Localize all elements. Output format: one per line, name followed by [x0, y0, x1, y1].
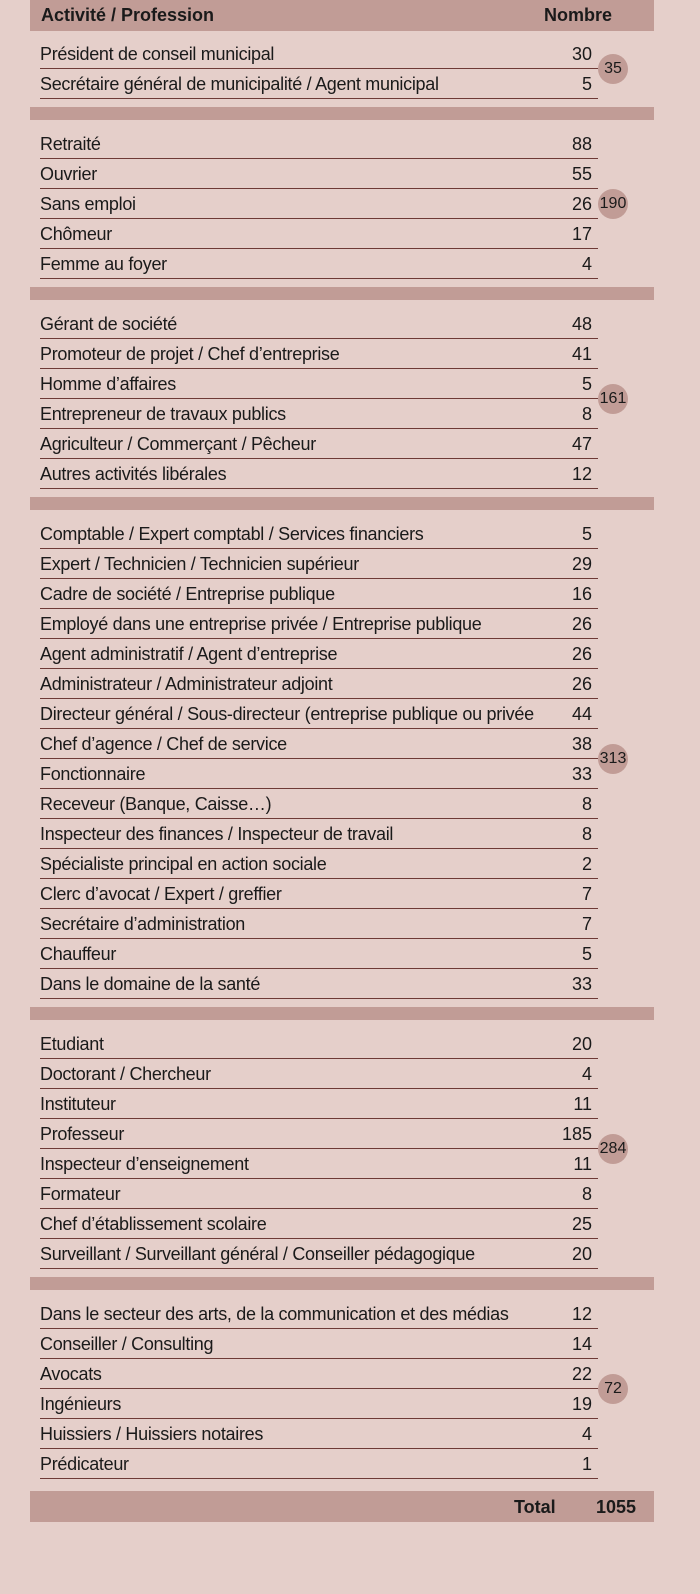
row-value: 20 — [571, 1034, 592, 1054]
row-group — [30, 31, 654, 107]
table-row — [40, 1029, 598, 1059]
row-label: Promoteur de projet / Chef d’entreprise — [40, 344, 340, 364]
row-value: 7 — [581, 914, 592, 934]
row-group — [30, 300, 654, 497]
row-label: Femme au foyer — [40, 254, 167, 274]
row-value: 16 — [571, 584, 592, 604]
row-value: 5 — [581, 74, 592, 94]
table-row — [40, 819, 598, 849]
table-row — [40, 1359, 598, 1389]
row-label: Ingénieurs — [40, 1394, 122, 1414]
group-separator — [30, 107, 654, 120]
row-value: 4 — [581, 254, 592, 274]
group-total-badge: 284 — [598, 1134, 628, 1164]
row-value: 26 — [571, 194, 592, 214]
table-row — [40, 699, 598, 729]
group-separator — [30, 1277, 654, 1290]
total-value: 1055 — [596, 1497, 637, 1517]
table-row — [40, 879, 598, 909]
table-row — [40, 1389, 598, 1419]
row-value: 30 — [571, 44, 592, 64]
table-row — [40, 1059, 598, 1089]
row-label: Expert / Technicien / Technicien supérieur — [40, 554, 359, 574]
table-row — [40, 1239, 598, 1269]
row-label: Chauffeur — [40, 944, 117, 964]
row-value: 26 — [571, 614, 592, 634]
row-value: 19 — [571, 1394, 592, 1414]
row-value: 25 — [571, 1214, 592, 1234]
row-label: Ouvrier — [40, 164, 97, 184]
row-label: Spécialiste principal en action sociale — [40, 854, 327, 874]
table-row — [40, 459, 598, 489]
row-value: 5 — [581, 374, 592, 394]
row-label: Inspecteur d’enseignement — [40, 1154, 249, 1174]
table-row — [40, 849, 598, 879]
row-value: 8 — [581, 824, 592, 844]
row-group — [30, 1290, 654, 1487]
table-row — [40, 39, 598, 69]
table-row — [40, 789, 598, 819]
row-value: 11 — [573, 1154, 592, 1174]
row-label: Instituteur — [40, 1094, 116, 1114]
table-row — [40, 189, 598, 219]
row-value: 47 — [571, 434, 592, 454]
row-label: Fonctionnaire — [40, 764, 146, 784]
group-total-badge: 161 — [598, 384, 628, 414]
group-separator — [30, 1007, 654, 1020]
row-value: 48 — [571, 314, 592, 334]
row-label: Clerc d’avocat / Expert / greffier — [40, 884, 282, 904]
row-group — [30, 120, 654, 287]
table-body — [30, 31, 654, 1487]
row-label: Chômeur — [40, 224, 112, 244]
row-label: Professeur — [40, 1124, 125, 1144]
row-label: Agriculteur / Commerçant / Pêcheur — [40, 434, 316, 454]
group-total-badge: 72 — [598, 1374, 628, 1404]
table-row — [40, 759, 598, 789]
row-label: Secrétaire d’administration — [40, 914, 245, 934]
row-label: Chef d’établissement scolaire — [40, 1214, 267, 1234]
row-value: 1 — [581, 1454, 592, 1474]
row-label: Gérant de société — [40, 314, 177, 334]
row-value: 17 — [571, 224, 592, 244]
row-value: 22 — [571, 1364, 592, 1384]
row-value: 11 — [573, 1094, 592, 1114]
table-row — [40, 729, 598, 759]
row-value: 33 — [571, 974, 592, 994]
row-value: 44 — [571, 704, 592, 724]
table-row — [40, 1209, 598, 1239]
row-value: 8 — [581, 404, 592, 424]
table-row — [40, 1299, 598, 1329]
row-value: 5 — [581, 524, 592, 544]
row-label: Homme d’affaires — [40, 374, 176, 394]
row-value: 12 — [571, 464, 592, 484]
row-label: Dans le domaine de la santé — [40, 974, 261, 994]
row-label: Chef d’agence / Chef de service — [40, 734, 287, 754]
row-label: Conseiller / Consulting — [40, 1334, 214, 1354]
row-label: Secrétaire général de municipalité / Agent municipal — [40, 74, 439, 94]
row-label: Prédicateur — [40, 1454, 129, 1474]
table-row — [40, 69, 598, 99]
row-label: Agent administratif / Agent d’entreprise — [40, 644, 338, 664]
row-value: 29 — [571, 554, 592, 574]
group-total-badge: 35 — [598, 54, 628, 84]
table-row — [40, 579, 598, 609]
row-value: 8 — [581, 794, 592, 814]
row-value: 41 — [571, 344, 592, 364]
table-row — [40, 519, 598, 549]
table-header — [30, 0, 654, 31]
header-activity: Activité / Profession — [41, 5, 215, 25]
row-value: 4 — [581, 1424, 592, 1444]
group-total-badge: 190 — [598, 189, 628, 219]
row-label: Dans le secteur des arts, de la communication et des médias — [40, 1304, 509, 1324]
table-row — [40, 339, 598, 369]
row-label: Etudiant — [40, 1034, 104, 1054]
table-row — [40, 399, 598, 429]
row-value: 2 — [581, 854, 592, 874]
table-row — [40, 549, 598, 579]
row-value: 12 — [571, 1304, 592, 1324]
row-label: Entrepreneur de travaux publics — [40, 404, 286, 424]
row-label: Directeur général / Sous-directeur (entreprise publique ou privée — [40, 704, 534, 724]
row-label: Sans emploi — [40, 194, 136, 214]
table-row — [40, 1119, 598, 1149]
row-value: 8 — [581, 1184, 592, 1204]
row-label: Surveillant / Surveillant général / Conseiller pédagogique — [40, 1244, 475, 1264]
row-group — [30, 1020, 654, 1277]
row-value: 88 — [571, 134, 592, 154]
row-value: 20 — [571, 1244, 592, 1264]
row-value: 26 — [571, 674, 592, 694]
table-row — [40, 1149, 598, 1179]
table-row — [40, 669, 598, 699]
table-row — [40, 1449, 598, 1479]
row-label: Autres activités libérales — [40, 464, 227, 484]
table-row — [40, 969, 598, 999]
table-row — [40, 429, 598, 459]
row-value: 33 — [571, 764, 592, 784]
profession-table — [30, 0, 654, 1522]
row-label: Président de conseil municipal — [40, 44, 275, 64]
table-row — [40, 1179, 598, 1209]
table-row — [40, 249, 598, 279]
row-label: Comptable / Expert comptabl / Services financiers — [40, 524, 424, 544]
table-row — [40, 369, 598, 399]
row-label: Inspecteur des finances / Inspecteur de travail — [40, 824, 394, 844]
group-separator — [30, 497, 654, 510]
row-label: Formateur — [40, 1184, 121, 1204]
table-row — [40, 159, 598, 189]
row-value: 55 — [571, 164, 592, 184]
table-row — [40, 609, 598, 639]
table-row — [40, 309, 598, 339]
row-value: 14 — [571, 1334, 592, 1354]
table-row — [40, 639, 598, 669]
table-row — [40, 219, 598, 249]
total-label: Total — [514, 1497, 556, 1517]
row-value: 7 — [581, 884, 592, 904]
group-total-badge: 313 — [598, 744, 628, 774]
row-label: Avocats — [40, 1364, 102, 1384]
row-label: Administrateur / Administrateur adjoint — [40, 674, 333, 694]
group-separator — [30, 287, 654, 300]
row-label: Receveur (Banque, Caisse…) — [40, 794, 272, 814]
header-number: Nombre — [543, 5, 612, 25]
row-label: Employé dans une entreprise privée / Entreprise publique — [40, 614, 482, 634]
table-row — [40, 1329, 598, 1359]
table-row — [40, 129, 598, 159]
table-row — [40, 939, 598, 969]
row-label: Huissiers / Huissiers notaires — [40, 1424, 264, 1444]
row-value: 5 — [581, 944, 592, 964]
row-value: 38 — [571, 734, 592, 754]
row-value: 26 — [571, 644, 592, 664]
row-value: 185 — [561, 1124, 592, 1144]
row-label: Doctorant / Chercheur — [40, 1064, 211, 1084]
table-row — [40, 1089, 598, 1119]
row-label: Retraité — [40, 134, 101, 154]
row-group — [30, 510, 654, 1007]
row-label: Cadre de société / Entreprise publique — [40, 584, 335, 604]
table-row — [40, 1419, 598, 1449]
row-value: 4 — [581, 1064, 592, 1084]
table-footer — [30, 1491, 654, 1522]
table-row — [40, 909, 598, 939]
